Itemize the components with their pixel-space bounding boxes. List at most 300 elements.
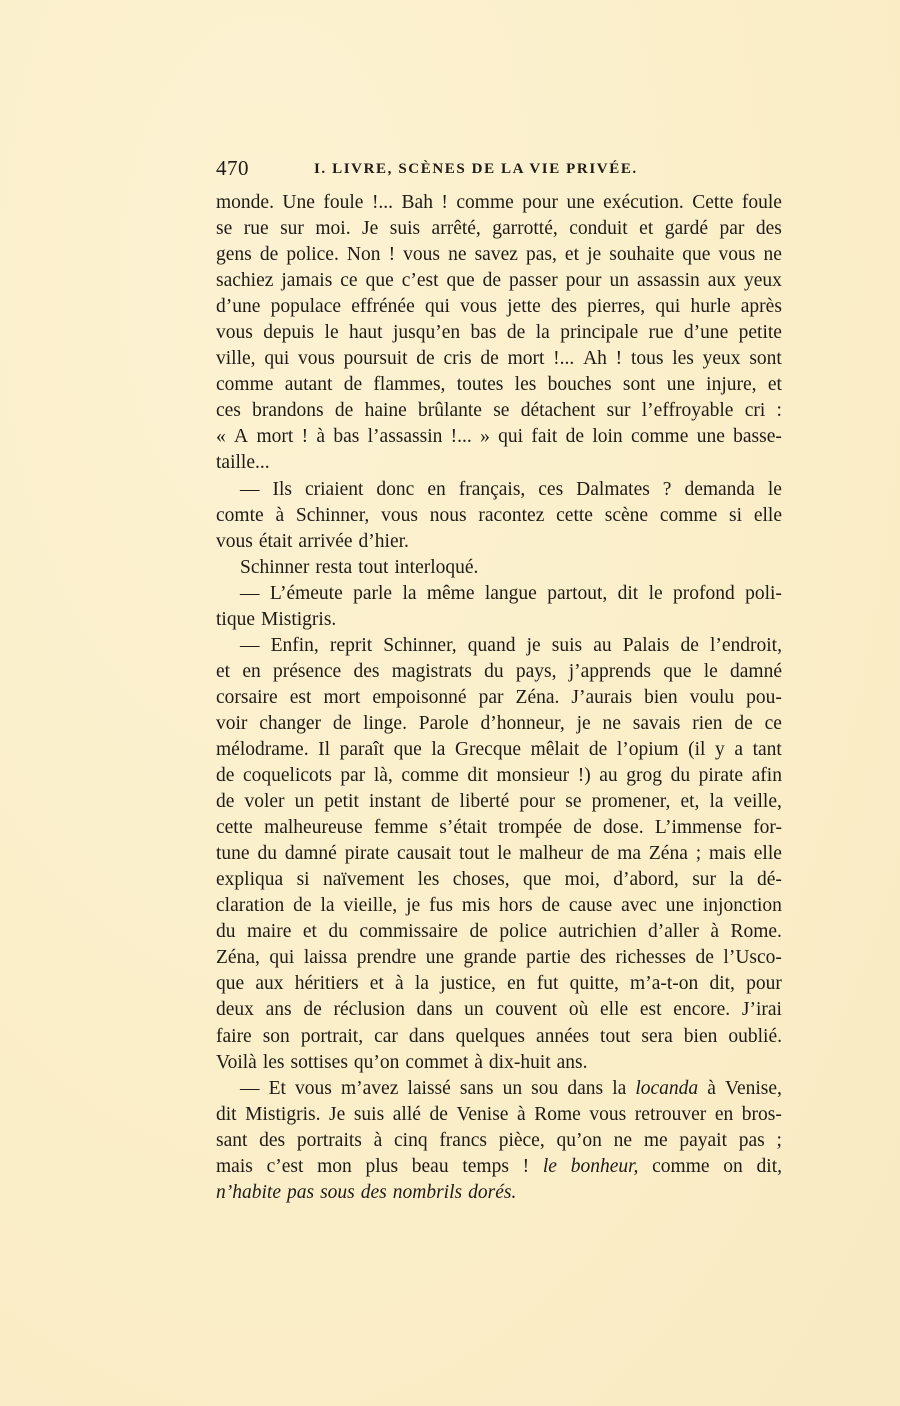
word: je (406, 895, 421, 917)
text-line (216, 320, 782, 346)
word: est (289, 686, 312, 708)
word: le (542, 1155, 557, 1177)
word: l’assassin (367, 426, 443, 448)
word: pierres, (587, 296, 646, 318)
word: de (332, 712, 352, 734)
word: dit, (709, 973, 735, 995)
word: par (340, 765, 366, 787)
word: Ils (272, 478, 292, 500)
text-line (216, 294, 782, 320)
text-line (216, 893, 782, 919)
word: je (526, 634, 541, 656)
word: — (240, 634, 260, 656)
word: afin (751, 765, 782, 787)
text-line (216, 1102, 782, 1128)
word: magistrats (391, 660, 472, 682)
word: expliqua (216, 869, 284, 891)
word: la (320, 895, 335, 917)
word: foule (741, 192, 782, 213)
word: Zéna. (515, 686, 560, 708)
word: A (234, 426, 249, 448)
word: moi. (315, 218, 351, 240)
word: que (682, 244, 711, 266)
word: populace (270, 296, 342, 318)
word: Grecque (454, 738, 521, 760)
word: de (416, 348, 435, 370)
word: sachiez (216, 270, 274, 292)
word: savez (474, 244, 518, 266)
word: loin (592, 426, 623, 448)
word: comme (630, 426, 689, 448)
text-line (216, 607, 782, 633)
word: Je (329, 1103, 346, 1125)
word: ma (617, 843, 642, 865)
word: : (776, 400, 782, 422)
word: poli- (745, 582, 782, 604)
word: vous (295, 1077, 332, 1099)
word: ? (662, 478, 672, 500)
word: taille... (216, 452, 270, 474)
word: un (464, 999, 484, 1021)
word: garrotté, (492, 218, 558, 240)
word: L’immense (654, 817, 742, 839)
word: temps (462, 1155, 509, 1177)
word: quelques (455, 1025, 525, 1047)
word: moi, (564, 869, 600, 891)
word: en (242, 660, 261, 682)
word: yeux (743, 270, 782, 292)
word: effrénée (351, 296, 415, 318)
text-line (216, 867, 782, 893)
word: cri (744, 400, 766, 422)
word: de (565, 426, 585, 448)
word: de (482, 270, 502, 292)
text-line (216, 763, 782, 789)
word: sur (692, 869, 717, 891)
word: damné (284, 843, 337, 865)
word: suis (389, 218, 421, 240)
word: sant (216, 1129, 248, 1151)
word: exécution. (603, 192, 684, 213)
word: vous (298, 348, 335, 370)
word: vieille, (343, 895, 398, 917)
word: deux (216, 999, 254, 1021)
word: de (734, 712, 753, 734)
word: ne (763, 244, 782, 266)
word: mort (507, 348, 545, 370)
word: de (293, 895, 312, 917)
word: police (499, 921, 547, 943)
word: vous (403, 244, 441, 266)
word: tant (752, 738, 782, 760)
word: pour (519, 791, 556, 813)
word: — (240, 1077, 260, 1099)
word: resta (315, 556, 353, 578)
word: le (767, 478, 782, 500)
word: à (517, 1103, 526, 1125)
word: de (680, 634, 699, 656)
word: je (587, 244, 602, 266)
word: en (427, 478, 446, 500)
word: dans (567, 1077, 604, 1099)
word: vous (216, 530, 253, 552)
text-line (216, 633, 782, 659)
word: est (639, 999, 662, 1021)
word: une (666, 374, 695, 396)
word: pas (286, 1181, 315, 1203)
word: le (497, 843, 512, 865)
word: suis (353, 1103, 385, 1125)
word: des (550, 296, 577, 318)
word: brandons (252, 400, 324, 422)
word: pas (738, 1129, 765, 1151)
word: de (334, 400, 354, 422)
word: sous (320, 1181, 355, 1203)
word: sottises (290, 1051, 348, 1073)
word: beau (411, 1155, 449, 1177)
word: de (216, 765, 235, 787)
word: faire (216, 1025, 252, 1047)
word: un (294, 791, 315, 813)
word: portrait, (300, 1025, 364, 1047)
word: comte (216, 504, 264, 526)
word: Non (346, 244, 381, 266)
word: qui (269, 947, 295, 969)
word: français, (458, 478, 526, 500)
text-line (216, 737, 782, 763)
word: sans (459, 1077, 494, 1099)
word: ce (340, 270, 358, 292)
word: tout (600, 1025, 631, 1047)
word: demanda (684, 478, 755, 500)
word: tout (358, 556, 389, 578)
word: sont (622, 374, 656, 396)
word: la (535, 322, 550, 344)
word: !... (371, 192, 394, 213)
word: mais (709, 843, 746, 865)
word: car (374, 1025, 398, 1047)
word: du (328, 921, 348, 943)
word: grog (626, 765, 663, 787)
word: ; (776, 1129, 782, 1151)
word: J’aurais (571, 686, 633, 708)
word: qui (424, 296, 450, 318)
word: couvent (495, 999, 558, 1021)
text-line (216, 477, 782, 503)
word: Voilà (216, 1051, 257, 1073)
word: et (302, 921, 317, 943)
page-number: 470 (216, 156, 249, 180)
word: de (541, 895, 560, 917)
word: Venise, (725, 1077, 782, 1099)
word: dans (416, 999, 453, 1021)
word: passer (509, 270, 558, 292)
word: maire (246, 921, 292, 943)
word: grande (463, 947, 517, 969)
word: un (502, 1077, 523, 1099)
word: par (478, 686, 504, 708)
word: instant (368, 791, 421, 813)
word: était (258, 530, 293, 552)
word: la (402, 582, 417, 604)
word: on (723, 1155, 743, 1177)
word: for- (753, 817, 782, 839)
word: Je (362, 218, 379, 240)
word: que (663, 660, 692, 682)
word: ce (764, 712, 782, 734)
word: réclusion (333, 999, 405, 1021)
word: scène (604, 504, 649, 526)
text-line (216, 242, 782, 268)
word: la (431, 738, 446, 760)
word: cinq (394, 1129, 428, 1151)
word: qui (498, 426, 524, 448)
word: nombrils (392, 1181, 463, 1203)
text-line (216, 216, 782, 242)
word: je (576, 712, 591, 734)
word: ne (613, 1129, 633, 1151)
word: un (609, 270, 629, 292)
word: le (703, 660, 718, 682)
word: mais (216, 1155, 253, 1177)
word: où (568, 999, 589, 1021)
word: vous (381, 504, 418, 526)
word: des (580, 947, 606, 969)
word: laissa (303, 947, 348, 969)
word: !... (450, 426, 472, 448)
word: ! (441, 192, 448, 213)
word: sou (531, 1077, 559, 1099)
word: ! (615, 348, 623, 370)
text-line (216, 1076, 782, 1102)
word: le (324, 322, 339, 344)
word: dit (467, 765, 488, 787)
word: nous (429, 504, 467, 526)
word: — (240, 582, 260, 604)
word: !) (577, 765, 591, 787)
text-line (216, 659, 782, 685)
word: gardé (664, 218, 709, 240)
word: quand (467, 634, 516, 656)
word: pièce, (498, 1129, 545, 1151)
word: pirate (344, 843, 390, 865)
word: retrouver (634, 1103, 707, 1125)
word: malheureuse (264, 817, 363, 839)
word: qui (264, 348, 290, 370)
word: arrivée (298, 530, 353, 552)
word: femme (373, 817, 428, 839)
word: liberté (459, 791, 510, 813)
word: l’opium (616, 738, 679, 760)
word: parle (353, 582, 393, 604)
word: les (672, 348, 694, 370)
word: dé- (756, 869, 782, 891)
word: savais (632, 712, 681, 734)
word: une (696, 426, 725, 448)
word: pou- (746, 686, 782, 708)
word: J’irai (741, 999, 782, 1021)
word: une (566, 192, 595, 213)
word: autrichien (558, 921, 637, 943)
word: la (709, 791, 724, 813)
word: ! (522, 1155, 530, 1177)
word: ans. (556, 1051, 588, 1073)
word: aux (255, 973, 284, 995)
word: d’une (216, 296, 261, 318)
word: présence (272, 660, 342, 682)
word: justice, (440, 973, 496, 995)
running-head (216, 152, 782, 186)
word: s’était (439, 817, 487, 839)
word: bonheur, (570, 1155, 639, 1177)
word: langue (484, 582, 537, 604)
text-line (216, 1180, 782, 1206)
word: tune (216, 843, 250, 865)
word: sur (606, 400, 631, 422)
word: Mistigris. (261, 608, 337, 630)
word: les (514, 374, 537, 396)
word: aux (707, 270, 736, 292)
word: toutes (456, 374, 504, 396)
word: que (393, 738, 422, 760)
word: à (275, 504, 285, 526)
word: dans (408, 1025, 445, 1047)
text-line (216, 503, 782, 529)
word: du (670, 765, 691, 787)
word: qu’on (556, 1129, 602, 1151)
word: elle (753, 504, 782, 526)
word: hurle (690, 296, 731, 318)
word: encore. (673, 999, 731, 1021)
word: de (469, 921, 488, 943)
word: si (296, 869, 310, 891)
word: sont (749, 348, 782, 370)
word: d’aller (647, 921, 699, 943)
word: ne (602, 712, 621, 734)
word: une (665, 895, 694, 917)
word: se (493, 400, 510, 422)
word: à (474, 1051, 483, 1073)
word: rue (648, 322, 674, 344)
word: de (588, 738, 608, 760)
word: mélodrame. (216, 738, 309, 760)
word: dose. (602, 817, 644, 839)
word: bas (333, 426, 360, 448)
word: hors (498, 895, 533, 917)
word: ces (216, 400, 241, 422)
word: me (643, 1129, 668, 1151)
word: m’a-t-on (630, 973, 699, 995)
word: du (484, 660, 504, 682)
word: et, (680, 791, 700, 813)
word: pour (522, 192, 559, 213)
word: police. (286, 244, 339, 266)
word: bros- (741, 1103, 782, 1125)
word: plus (365, 1155, 399, 1177)
word: cris (443, 348, 472, 370)
book-page (216, 152, 782, 1206)
word: ; (695, 843, 702, 865)
word: pirate (698, 765, 744, 787)
word: mort (256, 426, 294, 448)
word: injonction (702, 895, 782, 917)
word: mon (317, 1155, 352, 1177)
body-text (216, 190, 782, 1206)
word: fait (531, 426, 558, 448)
word: voir (216, 712, 248, 734)
word: bouches (547, 374, 612, 396)
word: avec (621, 895, 657, 917)
text-line (216, 190, 782, 216)
word: Schinner, (295, 504, 370, 526)
word: locanda (635, 1077, 699, 1099)
word: racontez (478, 504, 545, 526)
word: comme (401, 765, 459, 787)
word: comme (652, 1155, 710, 1177)
word: assassin (636, 270, 700, 292)
word: — (240, 478, 260, 500)
word: bien (644, 686, 678, 708)
word: richesses (615, 947, 686, 969)
word: payait (679, 1129, 728, 1151)
word: qu’on (353, 1051, 400, 1073)
text-line (216, 789, 782, 815)
word: quitte, (569, 973, 619, 995)
word: injure, (706, 374, 757, 396)
word: arrêté, (431, 218, 481, 240)
word: à (707, 1077, 716, 1099)
running-head-title: I. LIVRE, SCÈNES DE LA VIE PRIVÉE. (314, 161, 638, 177)
word: empoisonné (372, 686, 467, 708)
word: linge. (363, 712, 407, 734)
text-line (216, 919, 782, 945)
word: gens (216, 244, 252, 266)
word: Rome. (730, 921, 782, 943)
word: de (480, 348, 499, 370)
word: ! (388, 244, 396, 266)
text-line (216, 997, 782, 1023)
text-line (216, 1154, 782, 1180)
word: du (257, 843, 277, 865)
word: Rome (534, 1103, 581, 1125)
word: vous (718, 244, 756, 266)
word: interloqué. (394, 556, 479, 578)
word: pour (565, 270, 602, 292)
word: d’une (683, 322, 729, 344)
word: jamais (281, 270, 333, 292)
text-line (216, 555, 782, 581)
word: Et (268, 1077, 286, 1099)
text-line (216, 529, 782, 555)
word: conduit (569, 218, 628, 240)
word: l’Usco- (723, 947, 782, 969)
word: la (414, 973, 429, 995)
word: bien (683, 1025, 718, 1047)
word: voler (244, 791, 285, 813)
word: des (360, 1181, 387, 1203)
word: détachent (520, 400, 596, 422)
word: « (216, 426, 226, 448)
word: j’apprends (568, 660, 652, 682)
word: donc (376, 478, 415, 500)
word: tous (630, 348, 664, 370)
word: Schinner (240, 556, 310, 578)
word: et (639, 218, 654, 240)
text-line (216, 685, 782, 711)
word: commet (405, 1051, 469, 1073)
text-line (216, 372, 782, 398)
word: Parole (418, 712, 469, 734)
